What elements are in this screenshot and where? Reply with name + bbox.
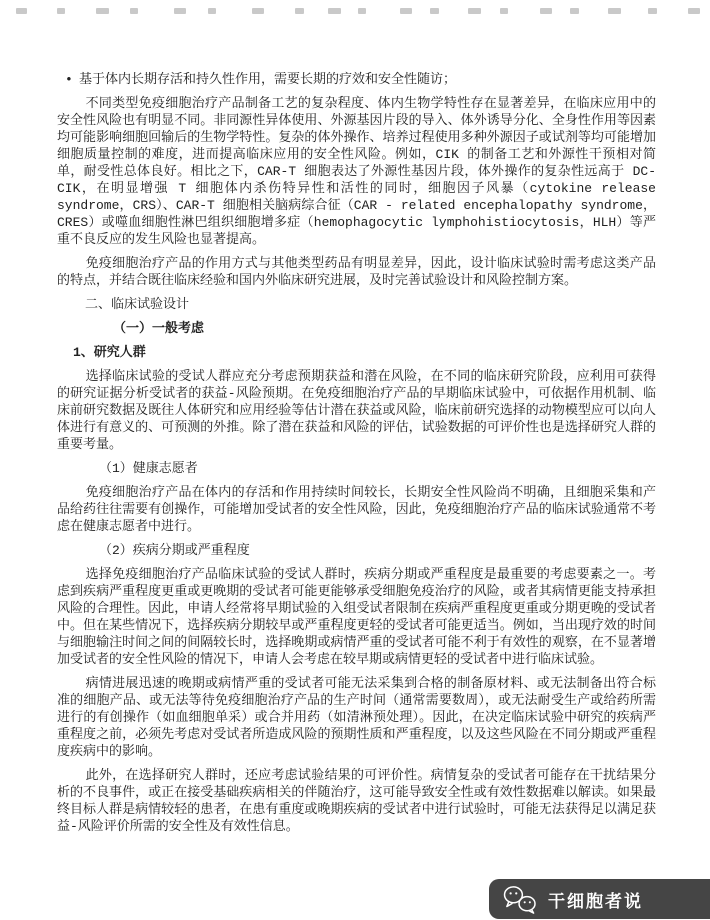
ghost-mark bbox=[358, 8, 366, 14]
ghost-mark bbox=[57, 8, 65, 14]
ghost-mark bbox=[16, 8, 27, 14]
ghost-mark bbox=[400, 8, 412, 14]
ghost-mark bbox=[130, 8, 138, 14]
ghost-mark bbox=[468, 8, 481, 14]
ghost-mark bbox=[328, 8, 341, 14]
watermark-badge bbox=[489, 879, 710, 919]
ghost-mark bbox=[174, 8, 186, 14]
ghost-mark bbox=[208, 8, 216, 14]
heading-healthy-volunteers: （1）健康志愿者 bbox=[99, 461, 198, 476]
document-body bbox=[57, 71, 656, 842]
ghost-mark bbox=[608, 8, 621, 14]
watermark-label: 干细胞者说 bbox=[548, 891, 643, 911]
bullet-item-text: 基于体内长期存活和持久性作用，需要长期的疗效和安全性随访； bbox=[79, 72, 457, 87]
paragraph-process-complexity: 不同类型免疫细胞治疗产品制备工艺的复杂程度、体内生物学特性存在显著差异，在临床应用中的安全性风险也有明显不同。非同源性异体使用、外源基因片段的导入、体外诱导分化、全身性作用等因素均可能影响细胞回输后的生物学特性。复杂的体外操作、培养过程使用多种外源因子或试剂等均可能增加细胞质量控制的难度，进而提高临床应用的安全性风险。例如，CIK 的制备工艺和外源性干预相对简单，耐受性总体良好。相比之下，CAR-T 细胞表达了外源性基因片段，体外操作的复杂性远高于 DC-CIK，在明显增强 T 细胞体内杀伤特异性和活性的同时，细胞因子风暴（cytokine release syndrome，CRS）、CAR-T 细胞相关脑病综合征（CAR - related encephalopathy syndrome，CRES）或噬血细胞性淋巴组织细胞增多症（hemophagocytic lymphohistiocytosis，HLH）等严重不良反应的发生风险也显著提高。 bbox=[57, 96, 656, 247]
ghost-mark bbox=[500, 8, 508, 14]
ghost-mark bbox=[688, 8, 700, 14]
wechat-icon bbox=[501, 884, 539, 914]
paragraph-design-consideration: 免疫细胞治疗产品的作用方式与其他类型药品有明显差异，因此，设计临床试验时需考虑这类产品的特点，并结合既往临床经验和国内外临床研究进展，及时完善试验设计和风险控制方案。 bbox=[57, 256, 656, 288]
paragraph-population-selection: 选择临床试验的受试人群应充分考虑预期获益和潜在风险，在不同的临床研究阶段，应利用可获得的研究证据分析受试者的获益-风险预期。在免疫细胞治疗产品的早期临床试验中，可依据作用机制、临床前研究数据及既往人体研究和应用经验等估计潜在获益或风险，临床前研究选择的动物模型应可以向人体进行有意义的、可预测的外推。除了潜在获益和风险的评估，试验数据的可评价性也是选择研究人群的重要考量。 bbox=[57, 369, 656, 452]
paragraph-rapid-progression: 病情进展迅速的晚期或病情严重的受试者可能无法采集到合格的制备原材料、或无法制备出符合标准的细胞产品、或无法等待免疫细胞治疗产品的生产时间（通常需要数周），或无法耐受生产或给药所需进行的有创操作（如血细胞单采）或合并用药（如清淋预处理）。因此，在决定临床试验中研究的疾病严重程度之前，必须先考虑对受试者所造成风险的预期性质和严重程度，以及这些风险在不同分期或严重程度疾病中的影响。 bbox=[57, 676, 656, 759]
heading-study-population: 1、研究人群 bbox=[73, 345, 146, 360]
ghost-mark bbox=[540, 8, 552, 14]
heading-section-2: 二、临床试验设计 bbox=[85, 297, 190, 312]
heading-general-considerations: （一）一般考虑 bbox=[113, 321, 205, 336]
paragraph-evaluability: 此外，在选择研究人群时，还应考虑试验结果的可评价性。病情复杂的受试者可能存在干扰结果分析的不良事件，或正在接受基础疾病相关的伴随治疗，这可能导致安全性或有效性数据难以解读。如果最终目标人群是病情较轻的患者，在患有重度或晚期疾病的受试者中进行试验时，可能无法获得足以满足获益-风险评价所需的安全性及有效性信息。 bbox=[57, 768, 656, 834]
ghost-mark bbox=[570, 8, 579, 14]
heading-disease-stage: （2）疾病分期或严重程度 bbox=[99, 543, 250, 558]
ghost-mark bbox=[96, 8, 109, 14]
paragraph-healthy-volunteers: 免疫细胞治疗产品在体内的存活和作用持续时间较长，长期安全性风险尚不明确，且细胞采集和产品给药往往需要有创操作，可能增加受试者的安全性风险，因此，免疫细胞治疗产品的临床试验通常不考虑在健康志愿者中进行。 bbox=[57, 485, 656, 534]
top-ghost-marks bbox=[0, 0, 710, 20]
ghost-mark bbox=[252, 8, 264, 14]
bullet-icon: • bbox=[65, 72, 73, 87]
paragraph-disease-stage: 选择免疫细胞治疗产品临床试验的受试人群时，疾病分期或严重程度是最重要的考虑要素之一。考虑到疾病严重程度更重或更晚期的受试者可能更能够承受细胞免疫治疗的风险，或者其病情更能支持承担风险的合理性。因此，申请人经常将早期试验的入组受试者限制在疾病严重程度更重或分期更晚的受试者中。但在某些情况下，选择疾病分期较早或严重程度更轻的受试者可能更适当。例如，当出现疗效的时间与细胞输注时间之间的间隔较长时，选择晚期或病情严重的受试者可能不利于有效性的观察，在不显著增加受试者的安全性风险的情况下，申请人会考虑在较早期或病情更轻的受试者中进行临床试验。 bbox=[57, 567, 656, 667]
ghost-mark bbox=[430, 8, 439, 14]
bullet-item-followup bbox=[57, 71, 656, 88]
ghost-mark bbox=[295, 8, 304, 14]
ghost-mark bbox=[648, 8, 657, 14]
